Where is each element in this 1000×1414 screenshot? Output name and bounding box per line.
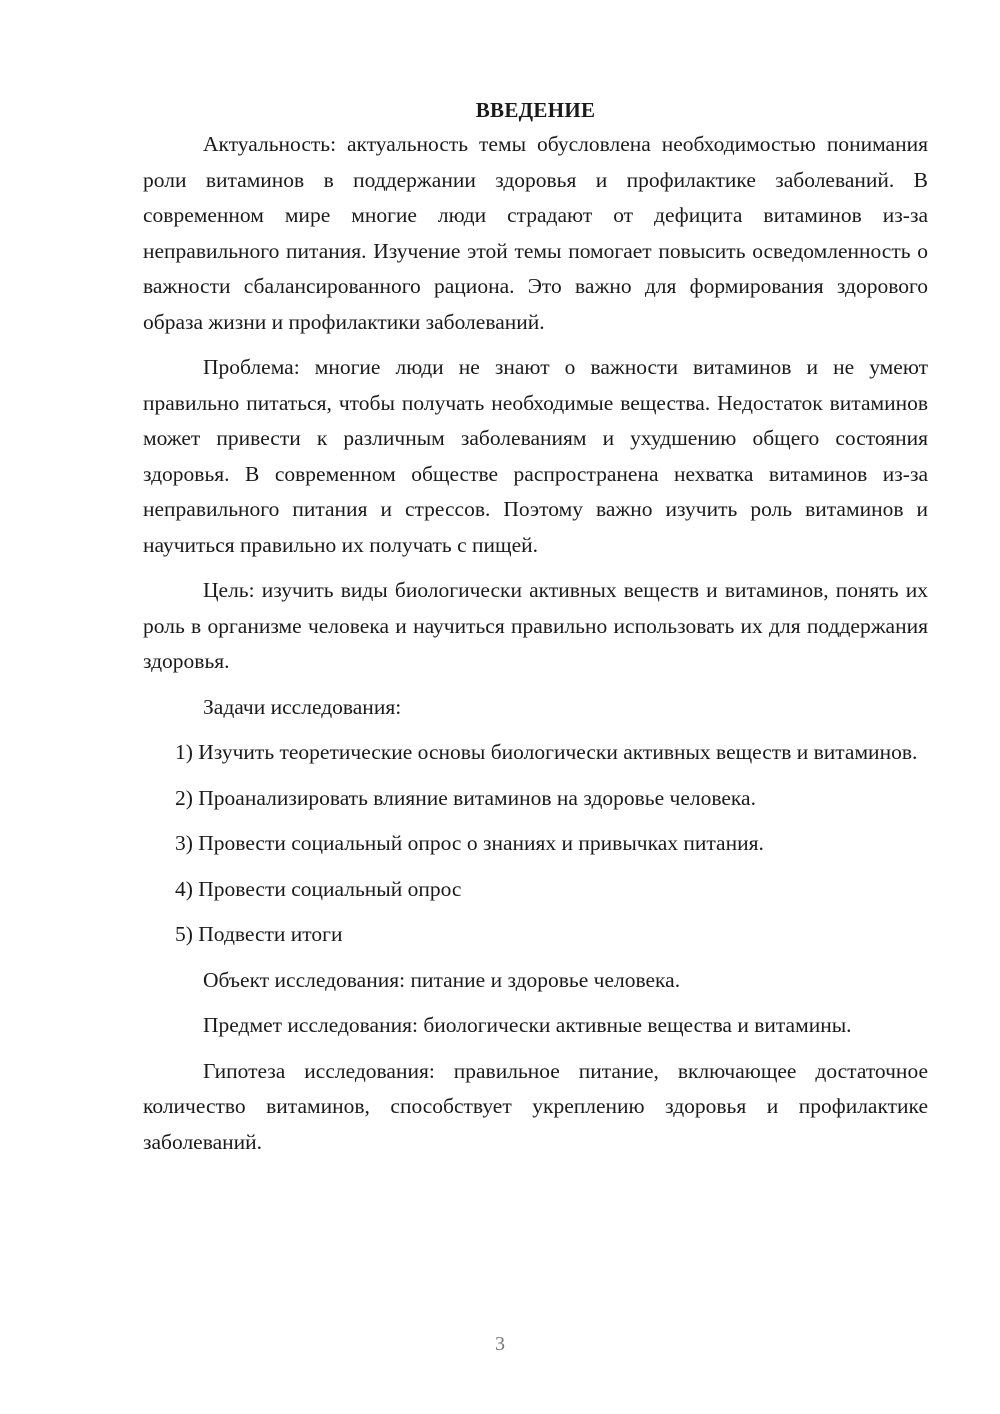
task-item: 3) Провести социальный опрос о знаниях и привычках питания.: [175, 831, 764, 855]
task-item: 5) Подвести итоги: [175, 922, 343, 946]
task-item: 1) Изучить теоретические основы биологически активных веществ и витаминов.: [175, 740, 918, 764]
paragraph-hypothesis: Гипотеза исследования: правильное питание, включающее достаточное количество витаминов, способствует укреплению здоровья и профилактике заболеваний.: [143, 1058, 928, 1154]
tasks-title: Задачи исследования:: [203, 694, 402, 719]
task-item: 2) Проанализировать влияние витаминов на здоровье человека.: [175, 785, 756, 810]
paragraph-object: Объект исследования: питание и здоровье человека.: [203, 967, 681, 992]
section-heading: ВВЕДЕНИЕ: [475, 98, 596, 122]
task-item: 4) Провести социальный опрос: [175, 876, 462, 901]
paragraph-subject: Предмет исследования: биологически активные вещества и витамины.: [203, 1013, 852, 1037]
paragraph-relevance: Актуальность: актуальность темы обусловлена необходимостью понимания роли витаминов в поддержании здоровья и профилактике заболеваний. В современном мире многие люди страдают от дефицита витаминов из-за неправильного питания. Изучение этой темы помогает повысить осведомленность о важности сбалансированного рациона. Это важно для формирования здорового образа жизни и профилактики заболеваний.: [143, 132, 928, 334]
paragraph-problem: Проблема: многие люди не знают о важности витаминов и не умеют правильно питаться, чтобы получать необходимые вещества. Недостаток витаминов может привести к различным заболеваниям и ухудшению общего состояния здоровья. В современном обществе распространена нехватка витаминов из-за неправильного питания и стрессов. Поэтому важно изучить роль витаминов и научиться правильно их получать с пищей.: [143, 355, 928, 557]
document-page: [143, 95, 928, 1170]
page-number: 3: [495, 1333, 505, 1355]
paragraph-goal: Цель: изучить виды биологически активных веществ и витаминов, понять их роль в организме человека и научиться правильно использовать их для поддержания здоровья.: [143, 578, 928, 673]
